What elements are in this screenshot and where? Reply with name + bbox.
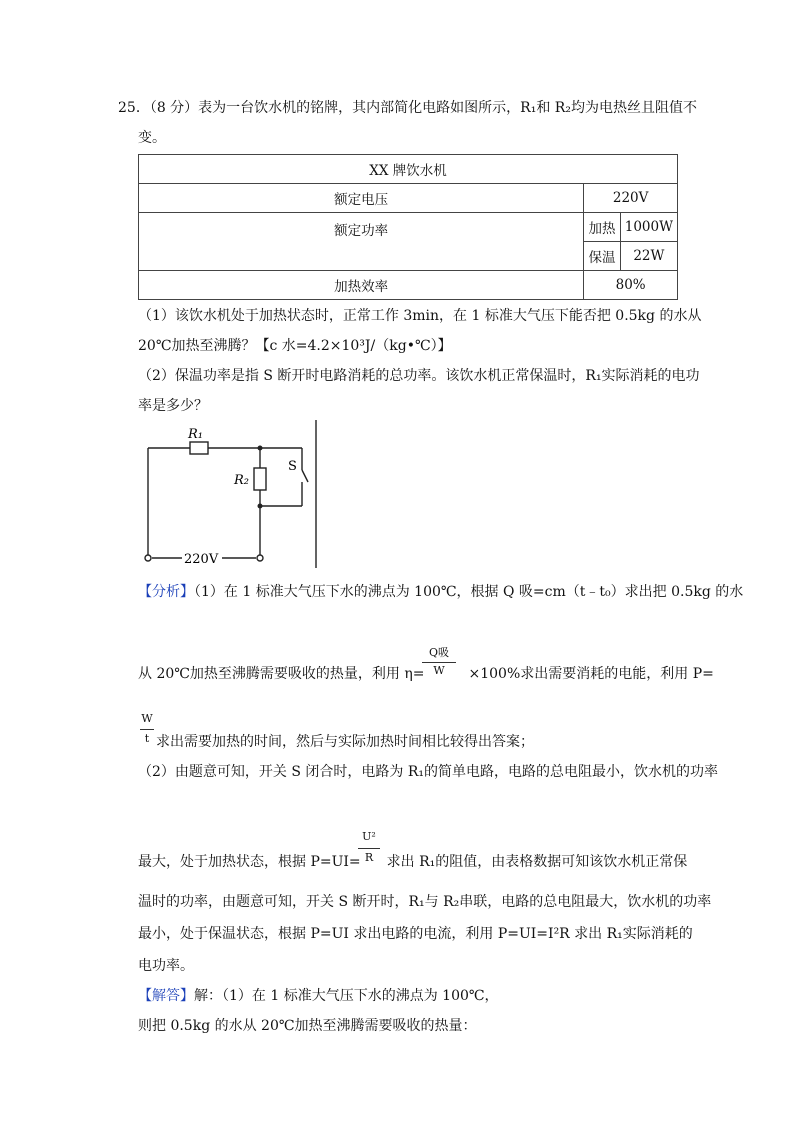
analysis-5 xyxy=(138,852,687,872)
table-value: 80% xyxy=(584,271,678,300)
answer-2: 则把 0.5kg 的水从 20℃加热至沸腾需要吸收的热量： xyxy=(138,1018,477,1034)
analysis-6: 温时的功率，由题意可知，开关 S 断开时，R₁与 R₂串联，电路的总电阻最大，饮水机的功率 xyxy=(138,894,712,910)
label-switch: S xyxy=(288,459,297,474)
terminal-left xyxy=(145,555,151,561)
question-number xyxy=(118,98,697,118)
answer-tag: 【解答】 xyxy=(138,988,194,1004)
table-value: 22W xyxy=(620,242,677,271)
answer-1 xyxy=(138,986,499,1006)
resistor-r2 xyxy=(254,468,266,490)
qnum: 25． xyxy=(118,100,150,116)
frac-den: t xyxy=(144,732,150,745)
table-title: XX 牌饮水机 xyxy=(139,155,678,184)
frac-num: Q吸 xyxy=(428,646,450,659)
label-r2: R₂ xyxy=(234,473,249,488)
analysis-text: 最大，处于加热状态，根据 P=UI= xyxy=(138,854,361,870)
table-value: 220V xyxy=(584,184,678,213)
nameplate-table xyxy=(138,154,678,300)
question-text: （8 分）表为一台饮水机的铭牌，其内部简化电路如图所示，R₁和 R₂均为电热丝且阻值不 xyxy=(149,100,697,116)
analysis-text: ×100%求出需要消耗的电能，利用 P= xyxy=(468,666,714,682)
analysis-8: 电功率。 xyxy=(138,958,194,974)
question-text-end: 变。 xyxy=(138,130,166,146)
frac-num: W xyxy=(141,712,153,725)
analysis-tag: 【分析】 xyxy=(138,584,194,600)
frac-num: U² xyxy=(362,830,376,843)
table-value: 1000W xyxy=(620,213,677,242)
answer-text: 解：（1）在 1 标准大气压下水的沸点为 100℃， xyxy=(194,988,499,1004)
table-mode: 加热 xyxy=(584,213,620,242)
analysis-1 xyxy=(138,582,743,602)
analysis-7: 最小，处于保温状态，根据 P=UI 求出电路的电流，利用 P=UI=I²R 求出 R₁实际消耗的 xyxy=(138,926,693,942)
analysis-3: 求出需要加热的时间，然后与实际加热时间相比较得出答案； xyxy=(156,734,534,750)
fraction-u xyxy=(358,830,380,872)
table-label: 额定电压 xyxy=(139,184,584,213)
fraction-p xyxy=(140,712,154,752)
part2-a: （2）保温功率是指 S 断开时电路消耗的总功率。该饮水机正常保温时，R₁实际消耗的电功 xyxy=(138,368,700,384)
part1-a: （1）该饮水机处于加热状态时，正常工作 3min，在 1 标准大气压下能否把 0.5kg 的水从 xyxy=(138,308,702,324)
analysis-text: 求出 R₁的阻值，由表格数据可知该饮水机正常保 xyxy=(386,854,688,870)
junction-node xyxy=(258,446,263,451)
part1-b: 20℃加热至沸腾？【c 水=4.2×10³J/（kg•℃）】 xyxy=(138,338,452,354)
table-label: 加热效率 xyxy=(139,271,584,300)
label-r1: R₁ xyxy=(188,427,203,442)
terminal-right xyxy=(257,555,263,561)
resistor-r1 xyxy=(190,442,208,454)
frac-den: R xyxy=(364,851,374,864)
analysis-4: （2）由题意可知，开关 S 闭合时，电路为 R₁的简单电路，电路的总电阻最小，饮水机的功率 xyxy=(138,764,718,780)
circuit-diagram xyxy=(138,420,328,570)
table-mode: 保温 xyxy=(584,242,620,271)
frac-den: W xyxy=(433,664,445,677)
part2-b: 率是多少？ xyxy=(138,398,208,414)
analysis-text: （1）在 1 标准大气压下水的沸点为 100℃，根据 Q 吸=cm（t﹣t₀）求出把 0.5kg 的水 xyxy=(194,584,744,600)
junction-node xyxy=(258,504,263,509)
table-label: 额定功率 xyxy=(139,213,584,271)
label-voltage: 220V xyxy=(184,552,219,567)
fraction-eta xyxy=(422,644,456,684)
analysis-text: 从 20℃加热至沸腾需要吸收的热量，利用 η= xyxy=(138,666,425,682)
